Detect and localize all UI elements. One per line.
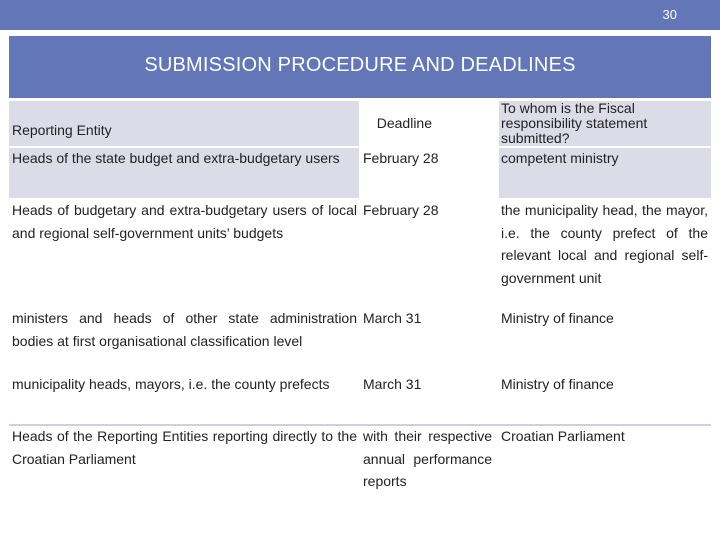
column-divider	[359, 101, 361, 515]
entity-text: Heads of budgetary and extra-budgetary users of local and regional self-government units’ budgets	[12, 202, 357, 241]
to-whom-text: Croatian Parliament	[501, 428, 625, 444]
to-whom-text: the municipality head, the mayor, i.e. the county prefect of the relevant local and regional self-government unit	[501, 202, 708, 286]
entity-cell	[9, 307, 360, 373]
header-entity-cell	[9, 101, 360, 147]
title-banner	[9, 36, 711, 98]
top-bar	[0, 0, 720, 30]
header-to-whom-cell	[498, 101, 711, 147]
row-divider	[9, 306, 711, 308]
header-entity: Reporting Entity	[12, 122, 112, 138]
deadline-text: with their respective annual performance reports	[363, 428, 492, 489]
header-to-whom: To whom is the Fiscal responsibility statement submitted?	[501, 100, 648, 146]
entity-text: Heads of the state budget and extra-budgetary users	[12, 150, 340, 166]
to-whom-cell	[498, 373, 711, 425]
to-whom-text: competent ministry	[501, 150, 619, 166]
header-deadline-cell	[360, 101, 498, 147]
deadlines-table	[9, 101, 711, 515]
entity-text: Heads of the Reporting Entities reporting directly to the Croatian Parliament	[12, 428, 357, 467]
deadline-cell	[360, 307, 498, 373]
deadline-cell	[360, 147, 498, 199]
entity-cell	[9, 373, 360, 425]
entity-cell	[9, 425, 360, 515]
to-whom-cell	[498, 307, 711, 373]
row-divider	[9, 198, 711, 200]
slide-title: SUBMISSION PROCEDURE AND DEADLINES	[144, 54, 576, 76]
to-whom-cell	[498, 199, 711, 307]
deadline-cell	[360, 373, 498, 425]
page-number: 30	[662, 7, 677, 22]
entity-cell	[9, 147, 360, 199]
deadline-cell	[360, 425, 498, 515]
header-deadline: Deadline	[376, 115, 432, 131]
deadline-text: March 31	[363, 376, 422, 392]
row-divider	[9, 372, 711, 374]
deadline-text: March 31	[363, 310, 422, 326]
entity-cell	[9, 199, 360, 307]
row-divider	[9, 424, 711, 426]
deadline-text: February 28	[363, 202, 439, 218]
column-divider	[497, 101, 499, 515]
to-whom-text: Ministry of finance	[501, 376, 614, 392]
to-whom-cell	[498, 147, 711, 199]
entity-text: municipality heads, mayors, i.e. the county prefects	[12, 376, 330, 392]
to-whom-text: Ministry of finance	[501, 310, 614, 326]
entity-text: ministers and heads of other state administration bodies at first organisational classification level	[12, 310, 357, 349]
to-whom-cell	[498, 425, 711, 515]
row-divider	[9, 146, 711, 148]
deadline-cell	[360, 199, 498, 307]
deadline-text: February 28	[363, 150, 439, 166]
